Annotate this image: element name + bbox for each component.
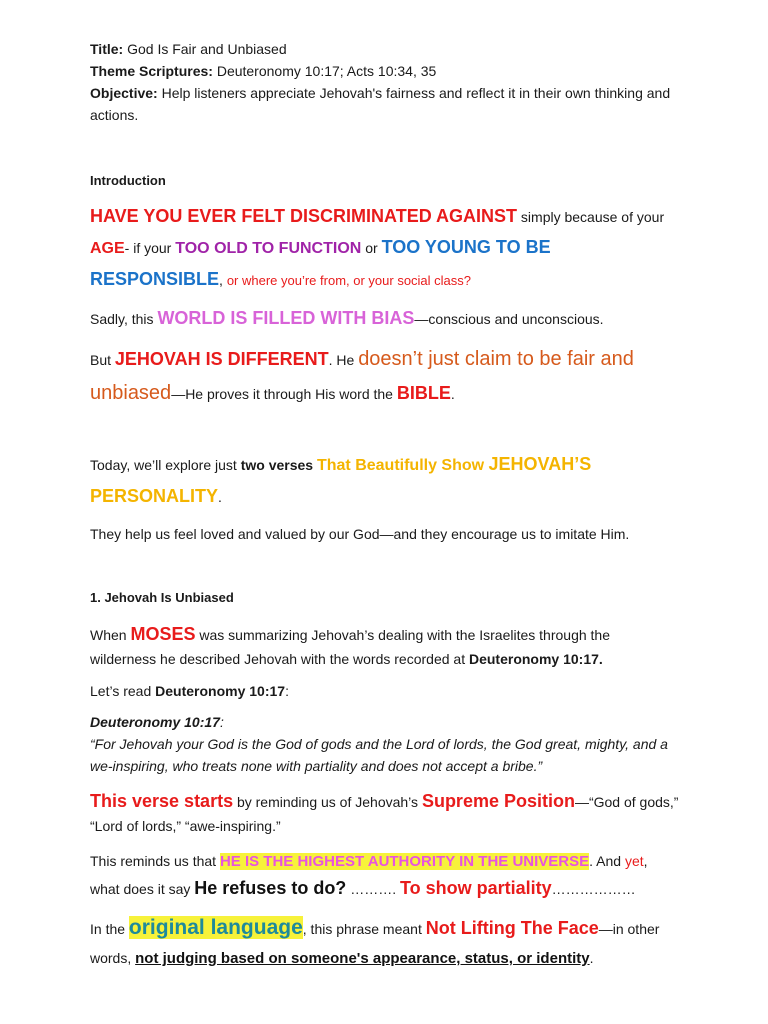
intro-p2-c: —conscious and unconscious. xyxy=(414,311,604,327)
intro-p4-b: two verses xyxy=(240,457,314,473)
intro-p4-e: JEHOVAH’S PERSONALITY xyxy=(90,454,592,506)
title-label: Title: xyxy=(90,41,124,57)
verse-reference xyxy=(90,711,680,733)
intro-p1-f: or xyxy=(361,240,382,256)
intro-p3-c: . He xyxy=(328,352,359,368)
s1-p3-c: Supreme Position xyxy=(421,791,575,811)
intro-paragraph-2 xyxy=(90,306,680,331)
intro-paragraph-1 xyxy=(90,201,680,296)
section-1-paragraph-3 xyxy=(90,789,680,838)
s1-p5-c: , this phrase meant xyxy=(302,921,426,937)
s1-p5-d: Not Lifting The Face xyxy=(425,918,599,938)
s1-p2-c: : xyxy=(285,683,289,699)
intro-p1-a: HAVE YOU EVER FELT DISCRIMINATED AGAINST xyxy=(90,206,518,226)
verse-ref: Deuteronomy 10:17 xyxy=(90,714,220,730)
s1-p4-c: . And xyxy=(589,853,625,869)
intro-p2-a: Sadly, this xyxy=(90,311,158,327)
intro-p1-h: , xyxy=(219,272,227,288)
title-value: God Is Fair and Unbiased xyxy=(123,41,287,57)
intro-p3-g: . xyxy=(450,386,455,402)
theme-scriptures-line xyxy=(90,60,680,82)
intro-p4-a: Today, we’ll explore just xyxy=(90,457,241,473)
theme-label: Theme Scriptures: xyxy=(90,63,213,79)
s1-p5-g: . xyxy=(589,950,594,966)
s1-p3-a: This verse starts xyxy=(90,791,234,811)
intro-p4-d: That Beautifully Show xyxy=(316,457,489,474)
intro-p4-f: . xyxy=(218,489,222,505)
section-1-paragraph-5 xyxy=(90,913,680,973)
intro-p1-i: or where you’re from, or your social class? xyxy=(226,273,472,288)
theme-value: Deuteronomy 10:17; Acts 10:34, 35 xyxy=(212,63,437,79)
intro-paragraph-5: They help us feel loved and valued by our God—and they encourage us to imitate Him. xyxy=(90,526,630,542)
section-1-paragraph-4 xyxy=(90,848,680,903)
verse-quote: “For Jehovah your God is the God of gods and the Lord of lords, the God great, mighty, and a we-inspiring, who treats none with partiality and does not accept a bribe.” xyxy=(90,736,668,774)
intro-heading: Introduction xyxy=(90,173,166,188)
section-1-heading: 1. Jehovah Is Unbiased xyxy=(90,590,234,605)
objective-label: Objective: xyxy=(90,85,158,101)
s1-p4-a: This reminds us that xyxy=(90,853,220,869)
s1-p4-g: ………. xyxy=(346,881,400,897)
section-1-paragraph-2 xyxy=(90,679,680,703)
intro-paragraph-4 xyxy=(90,449,680,512)
intro-p2-b: WORLD IS FILLED WITH BIAS xyxy=(157,308,415,328)
s1-p5-f: not judging based on someone's appearance, status, or identity xyxy=(135,950,590,967)
objective-line xyxy=(90,82,680,126)
s1-p4-h: To show partiality xyxy=(399,878,552,898)
section-1-paragraph-1 xyxy=(90,622,680,671)
objective-value: Help listeners appreciate Jehovah's fairness and reflect it in their own thinking and actions. xyxy=(90,85,671,123)
s1-p5-b: original language xyxy=(128,916,303,939)
s1-p4-b: HE IS THE HIGHEST AUTHORITY IN THE UNIVERSE xyxy=(219,853,590,870)
s1-p1-d: Deuteronomy 10:17. xyxy=(468,651,603,667)
intro-p1-e: TOO OLD TO FUNCTION xyxy=(175,240,362,257)
intro-p1-d: - if your xyxy=(124,240,176,256)
s1-p4-e: , what does it say xyxy=(90,853,648,897)
document-content xyxy=(90,38,680,973)
s1-p2-a: Let’s read xyxy=(90,683,156,699)
s1-p4-i: ……………… xyxy=(551,881,636,897)
intro-p1-b: simply because of your xyxy=(517,209,665,225)
s1-p1-c: was summarizing Jehovah’s dealing with the Israelites through the wilderness he described Jehovah with the words recorded at xyxy=(90,627,611,667)
s1-p3-d: —“God of gods,” “Lord of lords,” “awe-inspiring.” xyxy=(90,794,679,834)
title-line xyxy=(90,38,680,60)
intro-p3-f: BIBLE xyxy=(396,383,451,403)
s1-p4-d: yet xyxy=(624,853,644,869)
verse-colon: : xyxy=(219,714,224,730)
s1-p3-b: by reminding us of Jehovah’s xyxy=(233,794,422,810)
s1-p4-f: He refuses to do? xyxy=(194,878,347,898)
intro-p3-d: doesn’t just claim to be fair and unbiased xyxy=(90,348,634,404)
intro-p3-b: JEHOVAH IS DIFFERENT xyxy=(114,349,329,369)
s1-p1-a: When xyxy=(90,627,131,643)
intro-p3-a: But xyxy=(90,352,115,368)
intro-p1-g: TOO YOUNG TO BE RESPONSIBLE xyxy=(90,237,551,289)
s1-p1-b: MOSES xyxy=(130,624,196,644)
s1-p5-e: —in other words, xyxy=(90,921,660,966)
intro-p1-c: AGE xyxy=(90,240,125,257)
intro-paragraph-3 xyxy=(90,343,680,411)
s1-p5-a: In the xyxy=(90,921,129,937)
intro-p3-e: —He proves it through His word the xyxy=(171,386,397,402)
s1-p2-b: Deuteronomy 10:17 xyxy=(155,683,286,699)
